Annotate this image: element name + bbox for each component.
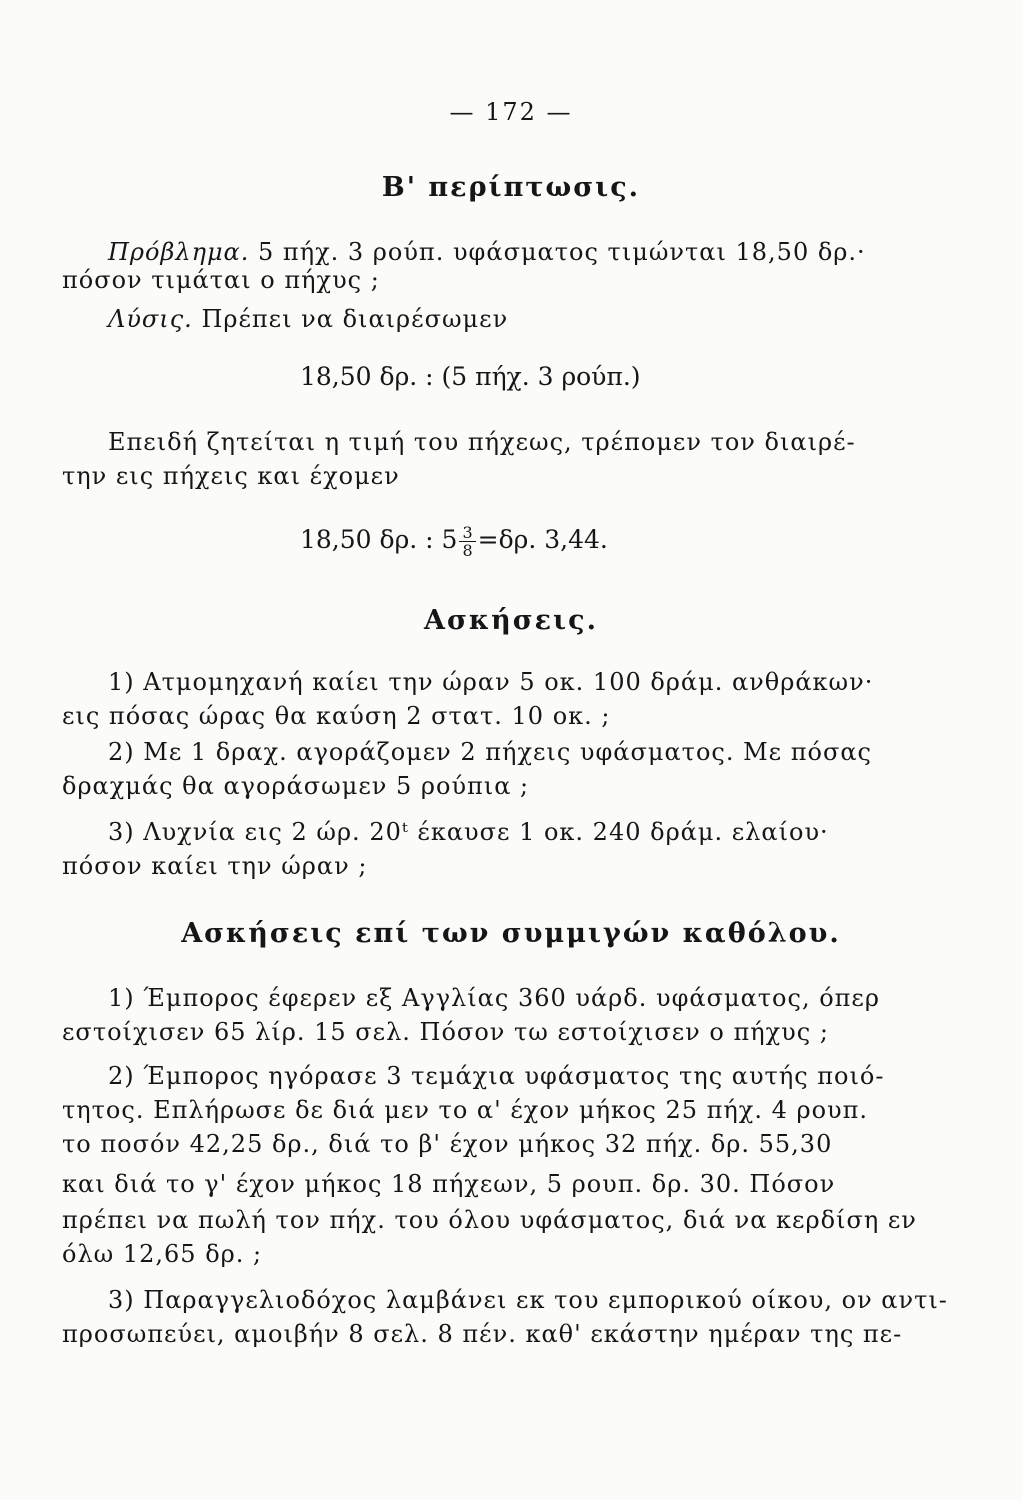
exercise-line: δραχμάς θα αγοράσωμεν 5 ρούπια ; [62, 772, 530, 800]
mixed-exercise-line: το ποσόν 42,25 δρ., διά το β' έχον μήκος 32 πήχ. δρ. 55,30 [62, 1130, 833, 1158]
mixed-exercise-line: τητος. Επλήρωσε δε διά μεν το α' έχον μήκος 25 πήχ. 4 ρουπ. [62, 1096, 869, 1124]
problem-label: Πρόβλημα. [108, 238, 250, 266]
formula-division: 18,50 δρ. : (5 πήχ. 3 ρούπ.) [300, 362, 641, 391]
mixed-exercise-line: 2) Έμπορος ηγόρασε 3 τεμάχια υφάσματος της αυτής ποιό- [108, 1062, 885, 1090]
page-number: — 172 — [449, 98, 573, 126]
formula-result-left: 18,50 δρ. : 5 [300, 525, 458, 554]
problem-line-2: πόσον τιμάται ο πήχυς ; [62, 266, 380, 294]
solution-line [108, 305, 908, 333]
solution-label: Λύσις. [108, 305, 193, 333]
problem-line [108, 238, 908, 266]
formula-result-right: =δρ. 3,44. [477, 525, 608, 554]
fraction [459, 524, 475, 559]
mixed-exercise-line: 3) Παραγγελιοδόχος λαμβάνει εκ του εμπορικού οίκου, ον αντι- [108, 1286, 948, 1314]
fraction-denominator: 8 [462, 541, 473, 560]
solution-text: Πρέπει να διαιρέσωμεν [201, 305, 509, 333]
mixed-exercise-line: όλω 12,65 δρ. ; [62, 1240, 263, 1268]
section-heading-mixed-exercises: Ασκήσεις επί των συμμιγών καθόλου. [181, 918, 841, 949]
exercise-line: 1) Ατμομηχανή καίει την ώραν 5 οκ. 100 δράμ. ανθράκων· [108, 668, 874, 696]
explanation-line-1: Επειδή ζητείται η τιμή του πήχεως, τρέπομεν τον διαιρέ- [108, 428, 856, 456]
mixed-exercise-line: 1) Έμπορος έφερεν εξ Αγγλίας 360 υάρδ. υφάσματος, όπερ [108, 984, 880, 1012]
formula-result [300, 524, 608, 559]
mixed-exercise-line: και διά το γ' έχον μήκος 18 πήχεων, 5 ρουπ. δρ. 30. Πόσον [62, 1170, 836, 1198]
exercise-line: πόσον καίει την ώραν ; [62, 852, 368, 880]
exercise-line: 3) Λυχνία εις 2 ώρ. 20ᵗ έκαυσε 1 οκ. 240 δράμ. ελαίου· [108, 818, 829, 846]
exercise-line: εις πόσας ώρας θα καύση 2 στατ. 10 οκ. ; [62, 702, 611, 730]
mixed-exercise-line: πρέπει να πωλή τον πήχ. του όλου υφάσματος, διά να κερδίση εν [62, 1206, 917, 1234]
section-heading-case-b: Β' περίπτωσις. [381, 172, 641, 203]
exercise-line: 2) Με 1 δραχ. αγοράζομεν 2 πήχεις υφάσματος. Με πόσας [108, 738, 872, 766]
section-heading-exercises: Ασκήσεις. [424, 605, 598, 636]
explanation-line-2: την εις πήχεις και έχομεν [62, 462, 400, 490]
mixed-exercise-line: προσωπεύει, αμοιβήν 8 σελ. 8 πέν. καθ' εκάστην ημέραν της πε- [62, 1320, 903, 1348]
problem-text: 5 πήχ. 3 ρούπ. υφάσματος τιμώνται 18,50 δρ.· [258, 238, 866, 266]
fraction-numerator: 3 [459, 524, 475, 542]
mixed-exercise-line: εστοίχισεν 65 λίρ. 15 σελ. Πόσον τω εστοίχισεν ο πήχυς ; [62, 1018, 829, 1046]
